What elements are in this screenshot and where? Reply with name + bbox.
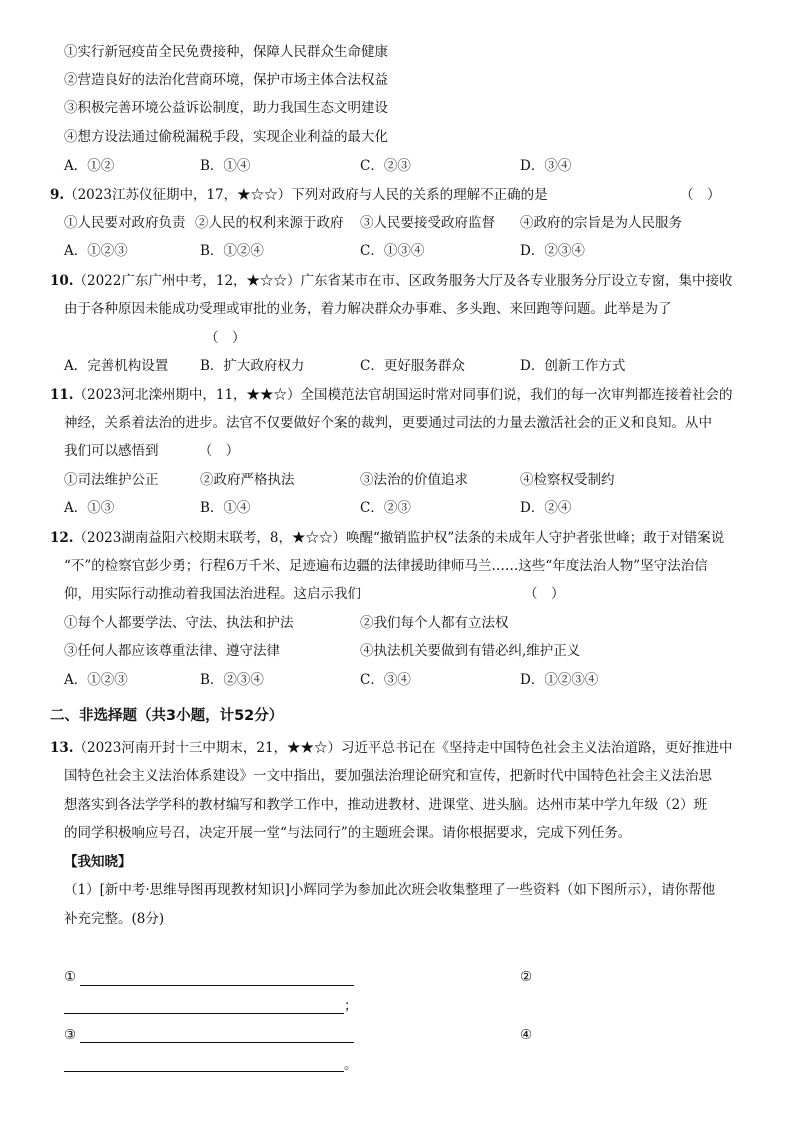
q10-stem-line-2: 由于各种原因未能成功受理或审批的业务，着力解决群众办事难、多头跑、来回跑等问题。此举是为了: [64, 301, 672, 317]
q11-line-1-text: （2023河北滦州期中，11，★★☆）全国模范法官胡国运时常对同事们说，我们的每一次审判都连接着社会的: [73, 387, 733, 403]
q12-stem-line-1: [50, 528, 724, 548]
q13-stem-line-3: 想落实到各法学学科的教材编写和教学工作中，推动进教材、进课堂、进头脑。达州市某中学九年级（2）班: [64, 797, 708, 813]
q11-stem-line-1: [50, 385, 733, 405]
q13-stem-line-2: 国特色社会主义法治体系建设》一文中指出，要加强法治理论研究和宣传，把新时代中国特色社会主义法治思: [64, 768, 712, 784]
q8-statement-3: ③积极完善环境公益诉讼制度，助力我国生态文明建设: [64, 100, 388, 116]
answer-blank-1b[interactable]: [64, 1013, 344, 1014]
q13-section-tag: 【我知晓】: [64, 854, 132, 870]
q11-stem-line-3: [64, 441, 239, 461]
q10-option-b: B．扩大政府权力: [200, 358, 305, 374]
q9-option-b: B．①②④: [200, 243, 264, 259]
q13-line-1-text: （2023河南开封十三中期末，21，★★☆）习近平总书记在《坚持走中国特色社会主义法治道路，更好推进中: [73, 740, 733, 756]
q11-option-a: A．①③: [64, 500, 115, 516]
q9-stem: [50, 185, 548, 205]
q12-stem-line-3: 仰，用实际行动推动着我国法治进程。这启示我们: [64, 586, 361, 602]
answer-blank-3b[interactable]: [64, 1071, 344, 1072]
q12-statement-4: ④执法机关要做到有错必纠,维护正义: [360, 643, 581, 659]
q9-option-c: C．①③④: [360, 243, 425, 259]
q10-bracket: （ ）: [205, 330, 246, 346]
q13-stem-line-1: [50, 738, 733, 758]
q10-option-c: C．更好服务群众: [360, 358, 465, 374]
answer-blank-3a[interactable]: [80, 1042, 354, 1043]
q12-option-c: C．③④: [360, 672, 411, 688]
q10-stem-line-1: [50, 271, 733, 291]
q9-statement-3: ③人民要接受政府监督: [360, 215, 495, 231]
q9-statement-2: ②人民的权利来源于政府: [195, 215, 344, 231]
answer-mark-1: ①: [64, 969, 77, 985]
q11-option-b: B．①④: [200, 500, 251, 516]
q12-option-d: D．①②③④: [520, 672, 599, 688]
q8-statement-1: ①实行新冠疫苗全民免费接种，保障人民群众生命健康: [64, 44, 388, 60]
q8-statement-4: ④想方设法通过偷税漏税手段，实现企业利益的最大化: [64, 129, 388, 145]
q13-sub1-line-1: （1）[新中考·思维导图再现教材知识]小辉同学为参加此次班会收集整理了一些资料（如下图所示），请你帮他: [64, 882, 716, 898]
q11-bracket: （ ）: [198, 443, 240, 459]
q12-statement-1: ①每个人都要学法、守法、执法和护法: [64, 615, 294, 631]
q11-option-c: C．②③: [360, 500, 411, 516]
q9-option-a: A．①②③: [64, 243, 128, 259]
q11-statement-4: ④检察权受制约: [520, 472, 615, 488]
q13-sub1-line-2: 补充完整。(8分): [64, 911, 165, 927]
q8-option-b: B．①④: [200, 158, 251, 174]
q11-line-3-text: 我们可以感悟到: [64, 443, 159, 459]
q13-number: 13.: [50, 740, 74, 756]
q12-stem-line-2: “不”的检察官彭少勇；行程6万千米、足迹遍布边疆的法律援助律师马兰……这些“年度法治人物”坚守法治信: [64, 558, 708, 574]
q9-number: 9.: [50, 187, 65, 203]
q11-statement-2: ②政府严格执法: [200, 472, 295, 488]
q11-statement-1: ①司法维护公正: [64, 472, 159, 488]
section-2-title: 二、非选择题（共3小题，计52分）: [50, 708, 284, 724]
q11-stem-line-2: 神经，关系着法治的进步。法官不仅要做好个案的裁判，更要通过司法的力量去激活社会的正义和良知。从中: [64, 415, 712, 431]
q12-option-a: A．①②③: [64, 672, 128, 688]
q12-number: 12.: [50, 530, 74, 546]
answer-blank-1a[interactable]: [80, 985, 354, 986]
q12-line-1-text: （2023湖南益阳六校期末联考，8，★☆☆）唤醒“撤销监护权”法条的未成年人守护者张世峰；敢于对错案说: [73, 530, 725, 546]
q11-option-d: D．②④: [520, 500, 572, 516]
q11-statement-3: ③法治的价值追求: [360, 472, 468, 488]
q8-option-d: D．③④: [520, 158, 572, 174]
answer-mark-4: ④: [520, 1027, 533, 1043]
q12-statement-3: ③任何人都应该尊重法律、遵守法律: [64, 643, 280, 659]
q12-statement-2: ②我们每个人都有立法权: [360, 615, 509, 631]
q10-option-d: D．创新工作方式: [520, 358, 626, 374]
q8-option-c: C．②③: [360, 158, 411, 174]
q8-statement-2: ②营造良好的法治化营商环境，保护市场主体合法权益: [64, 72, 388, 88]
q9-statement-4: ④政府的宗旨是为人民服务: [520, 215, 682, 231]
q11-number: 11.: [50, 387, 74, 403]
answer-mark-2: ②: [520, 969, 533, 985]
answer-punct-semicolon-1: ；: [344, 998, 358, 1014]
q8-option-a: A．①②: [64, 158, 115, 174]
q10-number: 10.: [50, 273, 74, 289]
q10-option-a: A．完善机构设置: [64, 358, 169, 374]
q12-option-b: B．②③④: [200, 672, 264, 688]
q9-option-d: D．②③④: [520, 243, 585, 259]
answer-mark-3: ③: [64, 1027, 77, 1043]
q10-line-1-text: （2022广东广州中考，12，★☆☆）广东省某市在市、区政务服务大厅及各专业服务分厅设立专窗，集中接收: [73, 273, 733, 289]
answer-punct-period: 。: [344, 1057, 358, 1073]
q9-stem-text: （2023江苏仪征期中，17，★☆☆）下列对政府与人民的关系的理解不正确的是: [64, 187, 548, 203]
q12-bracket: （ ）: [524, 586, 565, 602]
q9-statement-1: ①人民要对政府负责: [64, 215, 186, 231]
q9-bracket: （ ）: [680, 187, 721, 203]
q13-stem-line-4: 的同学积极响应号召，决定开展一堂“与法同行”的主题班会课。请你根据要求，完成下列任务。: [64, 825, 632, 841]
